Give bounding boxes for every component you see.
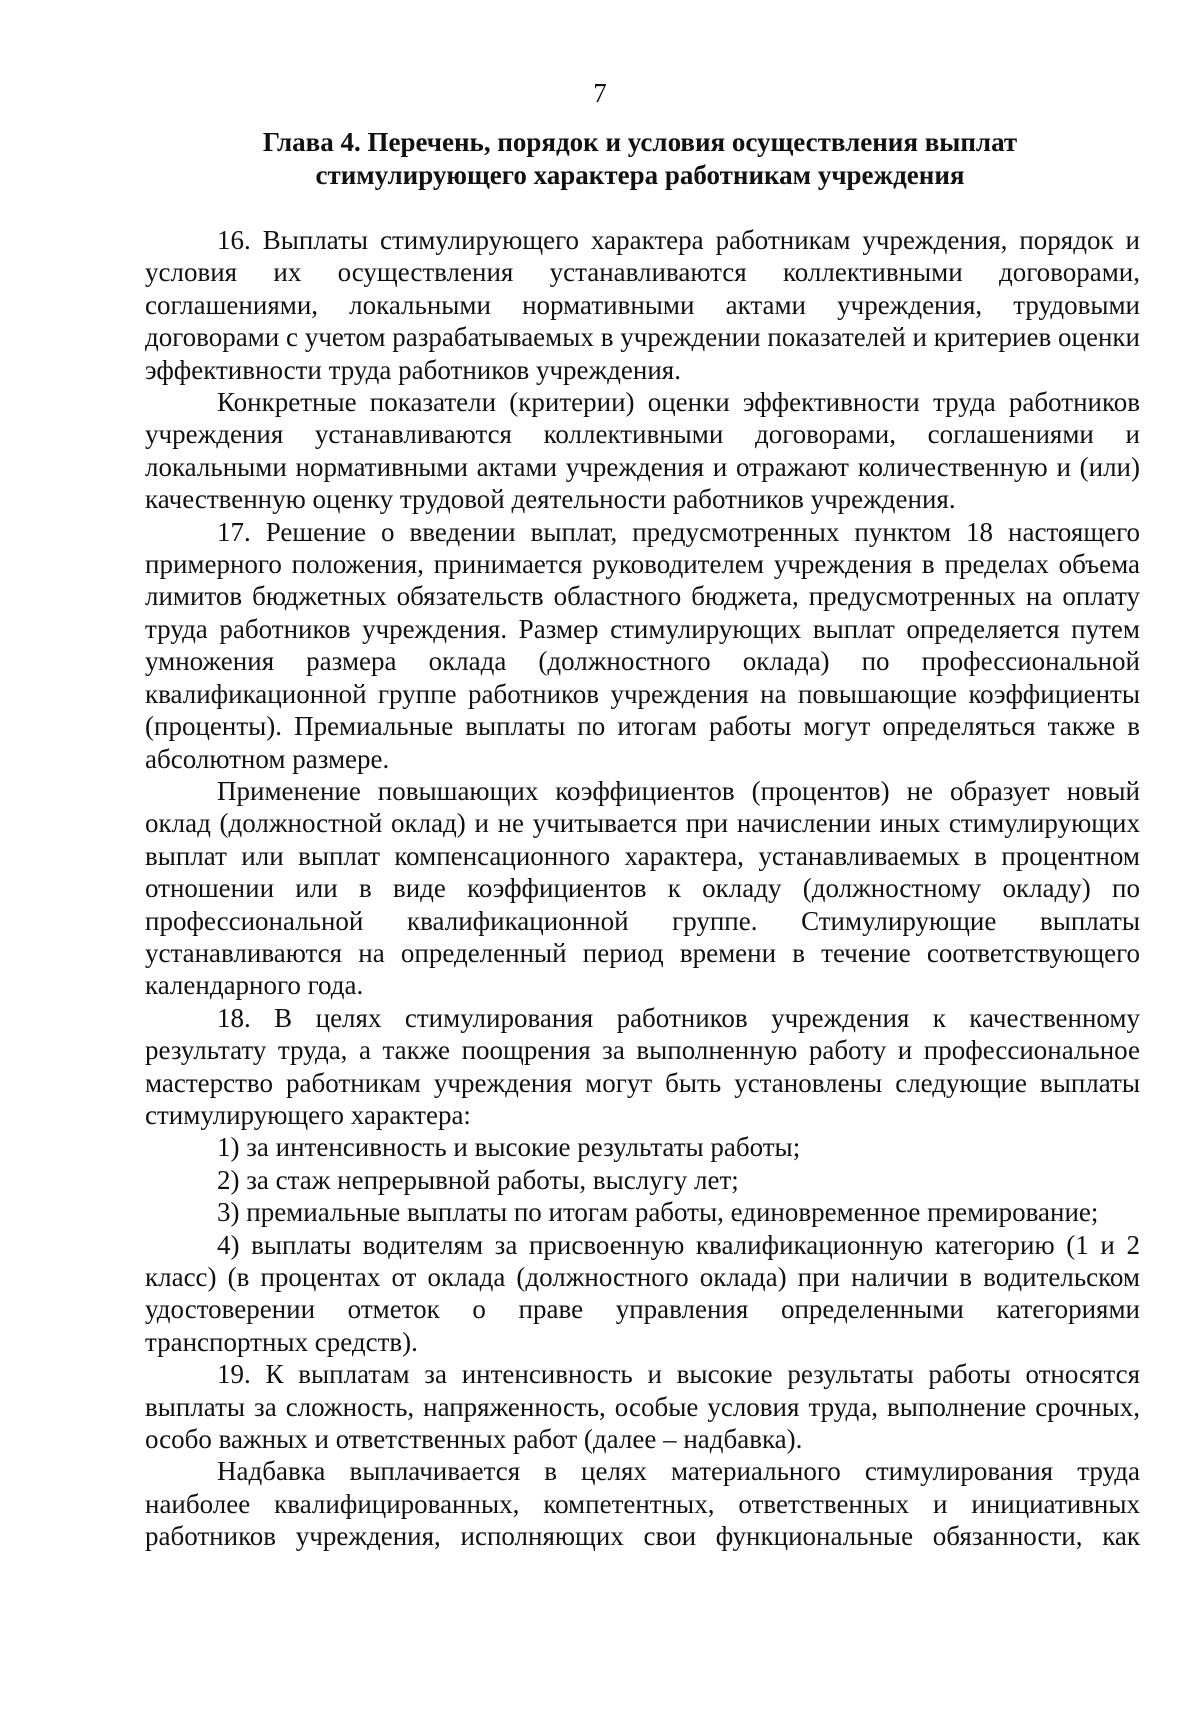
chapter-title-line-2: стимулирующего характера работникам учреждения bbox=[315, 160, 965, 190]
chapter-title bbox=[160, 126, 1120, 192]
list-item-2: 2) за стаж непрерывной работы, выслугу лет; bbox=[217, 1164, 739, 1195]
list-item-3: 3) премиальные выплаты по итогам работы, единовременное премирование; bbox=[217, 1197, 1099, 1228]
document-body bbox=[145, 224, 1140, 1553]
paragraph-18: 18. В целях стимулирования работников учреждения к качественному результату труда, а также поощрения за выполненную работу и профессиональное мастерство работникам учреждения могут быть установлены следующие выплаты стимулирующего характера: bbox=[145, 1002, 1140, 1130]
paragraph-16: 16. Выплаты стимулирующего характера работникам учреждения, порядок и условия их осуществления устанавливаются коллективными договорами, соглашениями, локальными нормативными актами учреждения, трудовыми договорами с учетом разрабатываемых в учреждении показателей и критериев оценки эффективности труда работников учреждения. bbox=[145, 225, 1140, 385]
paragraph-19: 19. К выплатам за интенсивность и высокие результаты работы относятся выплаты за сложность, напряженность, особые условия труда, выполнение срочных, особо важных и ответственных работ (далее – надбавка). bbox=[145, 1359, 1140, 1455]
paragraph-19-allowance: Надбавка выплачивается в целях материального стимулирования труда наиболее квалифицированных, компетентных, ответственных и инициативных работников учреждения, исполняющих свои функциональные обязанности, как bbox=[145, 1456, 1140, 1552]
paragraph-16-criteria: Конкретные показатели (критерии) оценки эффективности труда работников учреждения устанавливаются коллективными договорами, соглашениями и локальными нормативными актами учреждения и отражают количественную и (или) качественную оценку трудовой деятельности работников учреждения. bbox=[145, 387, 1140, 515]
chapter-title-line-1: Глава 4. Перечень, порядок и условия осуществления выплат bbox=[262, 127, 1018, 157]
list-item-1: 1) за интенсивность и высокие результаты работы; bbox=[217, 1132, 801, 1163]
list-item-4: 4) выплаты водителям за присвоенную квалификационную категорию (1 и 2 класс) (в процентах от оклада (должностного оклада) при наличии в водительском удостоверении отметок о праве управления определенными категориями транспортных средств). bbox=[145, 1229, 1140, 1357]
page-number: 7 bbox=[593, 78, 607, 108]
paragraph-17: 17. Решение о введении выплат, предусмотренных пунктом 18 настоящего примерного положения, принимается руководителем учреждения в пределах объема лимитов бюджетных обязательств областного бюджета, предусмотренных на оплату труда работников учреждения. Размер стимулирующих выплат определяется путем умножения размера оклада (должностного оклада) по профессиональной квалификационной группе работников учреждения на повышающие коэффициенты (проценты). Премиальные выплаты по итогам работы могут определяться также в абсолютном размере. bbox=[145, 516, 1140, 774]
paragraph-17-coefficients: Применение повышающих коэффициентов (процентов) не образует новый оклад (должностной оклад) и не учитывается при начислении иных стимулирующих выплат или выплат компенсационного характера, устанавливаемых в процентном отношении или в виде коэффициентов к окладу (должностному окладу) по профессиональной квалификационной группе. Стимулирующие выплаты устанавливаются на определенный период времени в течение соответствующего календарного года. bbox=[145, 775, 1140, 1001]
